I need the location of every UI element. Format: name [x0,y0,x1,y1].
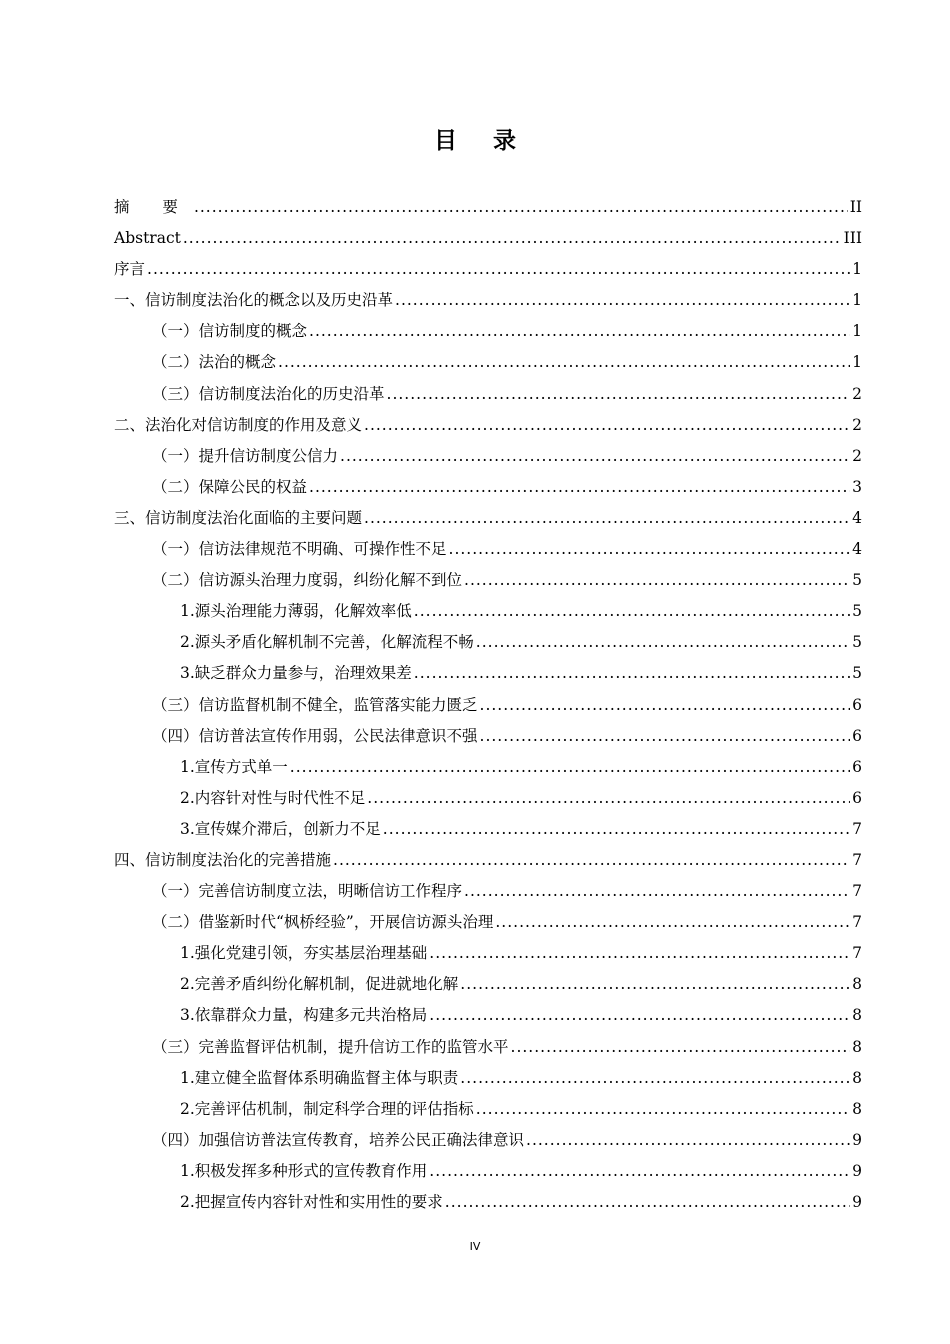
toc-entry-label: （四）信访普法宣传作用弱，公民法律意识不强 [152,726,478,745]
toc-entry-label: 2.内容针对性与时代性不足 [180,788,366,807]
toc-entry-label: 摘 要 [114,198,192,216]
toc-entry[interactable] [114,379,862,410]
dot-leader [333,845,850,876]
toc-entry-label: Abstract [114,229,181,248]
dot-leader [460,969,850,1000]
dot-leader [309,316,850,347]
toc-entry-page: 1 [852,353,862,372]
toc-entry-label: 1.建立健全监督体系明确监督主体与职责 [180,1068,459,1087]
page-number: IV [469,1240,481,1253]
dot-leader [387,379,851,410]
toc-entry-label: 2.完善评估机制，制定科学合理的评估指标 [180,1099,474,1118]
toc-entry-page: 5 [852,633,862,652]
toc-entry-page: 1 [852,291,862,310]
toc-entry[interactable] [114,845,862,876]
dot-leader [476,1094,850,1125]
toc-entry-label: 二、法治化对信访制度的作用及意义 [114,415,363,434]
toc-entry-label: 2.完善矛盾纠纷化解机制，促进就地化解 [180,975,459,994]
toc-entry[interactable] [114,721,862,752]
dot-leader [464,565,850,596]
dot-leader [445,1187,850,1218]
dot-leader [278,347,850,378]
toc-entry-label: （一）信访制度的概念 [152,322,308,341]
dot-leader [194,192,848,223]
toc-entry[interactable] [114,1156,862,1187]
toc-entry-page: III [843,229,862,248]
toc-entry-page: 8 [852,1037,862,1056]
toc-entry[interactable] [114,223,862,254]
toc-entry-page: 3 [852,477,862,496]
toc-entry[interactable] [114,752,862,783]
toc-entry[interactable] [114,627,862,658]
toc-entry-page: 7 [852,944,862,963]
toc-entry[interactable] [114,347,862,378]
dot-leader [429,1000,850,1031]
toc-entry[interactable] [114,472,862,503]
toc-entry[interactable] [114,1000,862,1031]
toc-entry-page: II [849,198,862,216]
toc-entry-page: 7 [852,850,862,869]
toc-entry-page: 1 [852,260,862,279]
dot-leader [183,223,842,254]
toc-entry-label: （一）提升信访制度公信力 [152,446,339,465]
dot-leader [147,254,850,285]
toc-entry-label: 3.依靠群众力量，构建多元共治格局 [180,1006,428,1025]
toc-entry-page: 6 [852,695,862,714]
toc-entry[interactable] [114,254,862,285]
toc-entry-page: 6 [852,757,862,776]
toc-entry-label: 2.把握宣传内容针对性和实用性的要求 [180,1193,443,1211]
toc-entry-label: 三、信访制度法治化面临的主要问题 [114,508,363,527]
toc-entry-page: 8 [852,1006,862,1025]
toc-entry-label: 1.宣传方式单一 [180,757,288,776]
dot-leader [480,690,851,721]
dot-leader [429,938,850,969]
toc-entry-label: （三）完善监督评估机制，提升信访工作的监管水平 [152,1037,509,1056]
toc-entry-page: 2 [852,384,862,403]
toc-entry[interactable] [114,783,862,814]
dot-leader [414,596,850,627]
toc-entry-page: 7 [852,913,862,932]
table-of-contents [114,192,862,1218]
toc-entry-label: （二）借鉴新时代“枫桥经验”，开展信访源头治理 [152,913,494,932]
dot-leader [511,1032,851,1063]
toc-entry[interactable] [114,907,862,938]
dot-leader [340,441,850,472]
toc-entry[interactable] [114,285,862,316]
toc-entry-label: （一）完善信访制度立法，明晰信访工作程序 [152,882,463,901]
toc-entry[interactable] [114,1187,862,1218]
dot-leader [460,1063,850,1094]
dot-leader [449,534,851,565]
toc-entry-label: （一）信访法律规范不明确、可操作性不足 [152,540,447,559]
toc-entry-page: 8 [852,975,862,994]
toc-entry-page: 7 [852,882,862,901]
toc-entry[interactable] [114,969,862,1000]
dot-leader [414,658,850,689]
toc-entry-label: 1.积极发挥多种形式的宣传教育作用 [180,1161,428,1180]
toc-entry-label: 2.源头矛盾化解机制不完善，化解流程不畅 [180,633,474,652]
toc-entry-page: 6 [852,788,862,807]
toc-entry-page: 2 [852,446,862,465]
toc-entry-label: （三）信访制度法治化的历史沿革 [152,384,385,403]
toc-entry[interactable] [114,503,862,534]
toc-entry[interactable] [114,1094,862,1125]
dot-leader [364,410,850,441]
toc-entry-page: 4 [852,508,862,527]
toc-entry[interactable] [114,1125,862,1156]
toc-entry-page: 7 [852,819,862,838]
dot-leader [464,876,850,907]
toc-entry[interactable] [114,410,862,441]
dot-leader [480,721,851,752]
toc-entry-label: 序言 [114,260,146,279]
toc-entry-page: 9 [852,1130,862,1149]
toc-entry-label: 3.缺乏群众力量参与，治理效果差 [180,664,412,683]
dot-leader [495,907,850,938]
toc-entry-label: （四）加强信访普法宣传教育，培养公民正确法律意识 [152,1130,525,1149]
dot-leader [429,1156,850,1187]
dot-leader [364,503,850,534]
toc-entry-page: 5 [852,571,862,590]
toc-entry-page: 9 [852,1193,862,1211]
toc-entry[interactable] [114,534,862,565]
toc-entry[interactable] [114,690,862,721]
toc-entry-label: （三）信访监督机制不健全，监管落实能力匮乏 [152,695,478,714]
toc-entry[interactable] [114,658,862,689]
toc-entry-label: 1.强化党建引领，夯实基层治理基础 [180,944,428,963]
dot-leader [526,1125,850,1156]
dot-leader [476,627,850,658]
toc-entry-page: 1 [852,322,862,341]
page-title: 目 录 [433,128,530,154]
toc-entry-label: 四、信访制度法治化的完善措施 [114,850,332,869]
toc-entry-label: （二）法治的概念 [152,353,277,372]
toc-entry[interactable] [114,192,862,223]
toc-entry[interactable] [114,441,862,472]
dot-leader [367,783,850,814]
toc-entry[interactable] [114,876,862,907]
dot-leader [395,285,850,316]
toc-entry[interactable] [114,565,862,596]
dot-leader [309,472,850,503]
toc-entry-label: （二）保障公民的权益 [152,477,308,496]
toc-entry[interactable] [114,596,862,627]
dot-leader [383,814,850,845]
toc-entry[interactable] [114,814,862,845]
toc-entry-page: 4 [852,540,862,559]
toc-entry-page: 5 [852,664,862,683]
toc-entry[interactable] [114,938,862,969]
toc-entry[interactable] [114,316,862,347]
toc-entry-label: 1.源头治理能力薄弱，化解效率低 [180,602,412,621]
toc-entry-page: 2 [852,415,862,434]
dot-leader [290,752,850,783]
toc-entry-page: 5 [852,602,862,621]
toc-entry-page: 6 [852,726,862,745]
toc-entry-page: 8 [852,1068,862,1087]
toc-entry[interactable] [114,1032,862,1063]
toc-entry[interactable] [114,1063,862,1094]
toc-entry-page: 9 [852,1161,862,1180]
toc-entry-label: 一、信访制度法治化的概念以及历史沿革 [114,291,394,310]
toc-entry-label: 3.宣传媒介滞后，创新力不足 [180,819,381,838]
toc-entry-page: 8 [852,1099,862,1118]
toc-entry-label: （二）信访源头治理力度弱，纠纷化解不到位 [152,571,463,590]
